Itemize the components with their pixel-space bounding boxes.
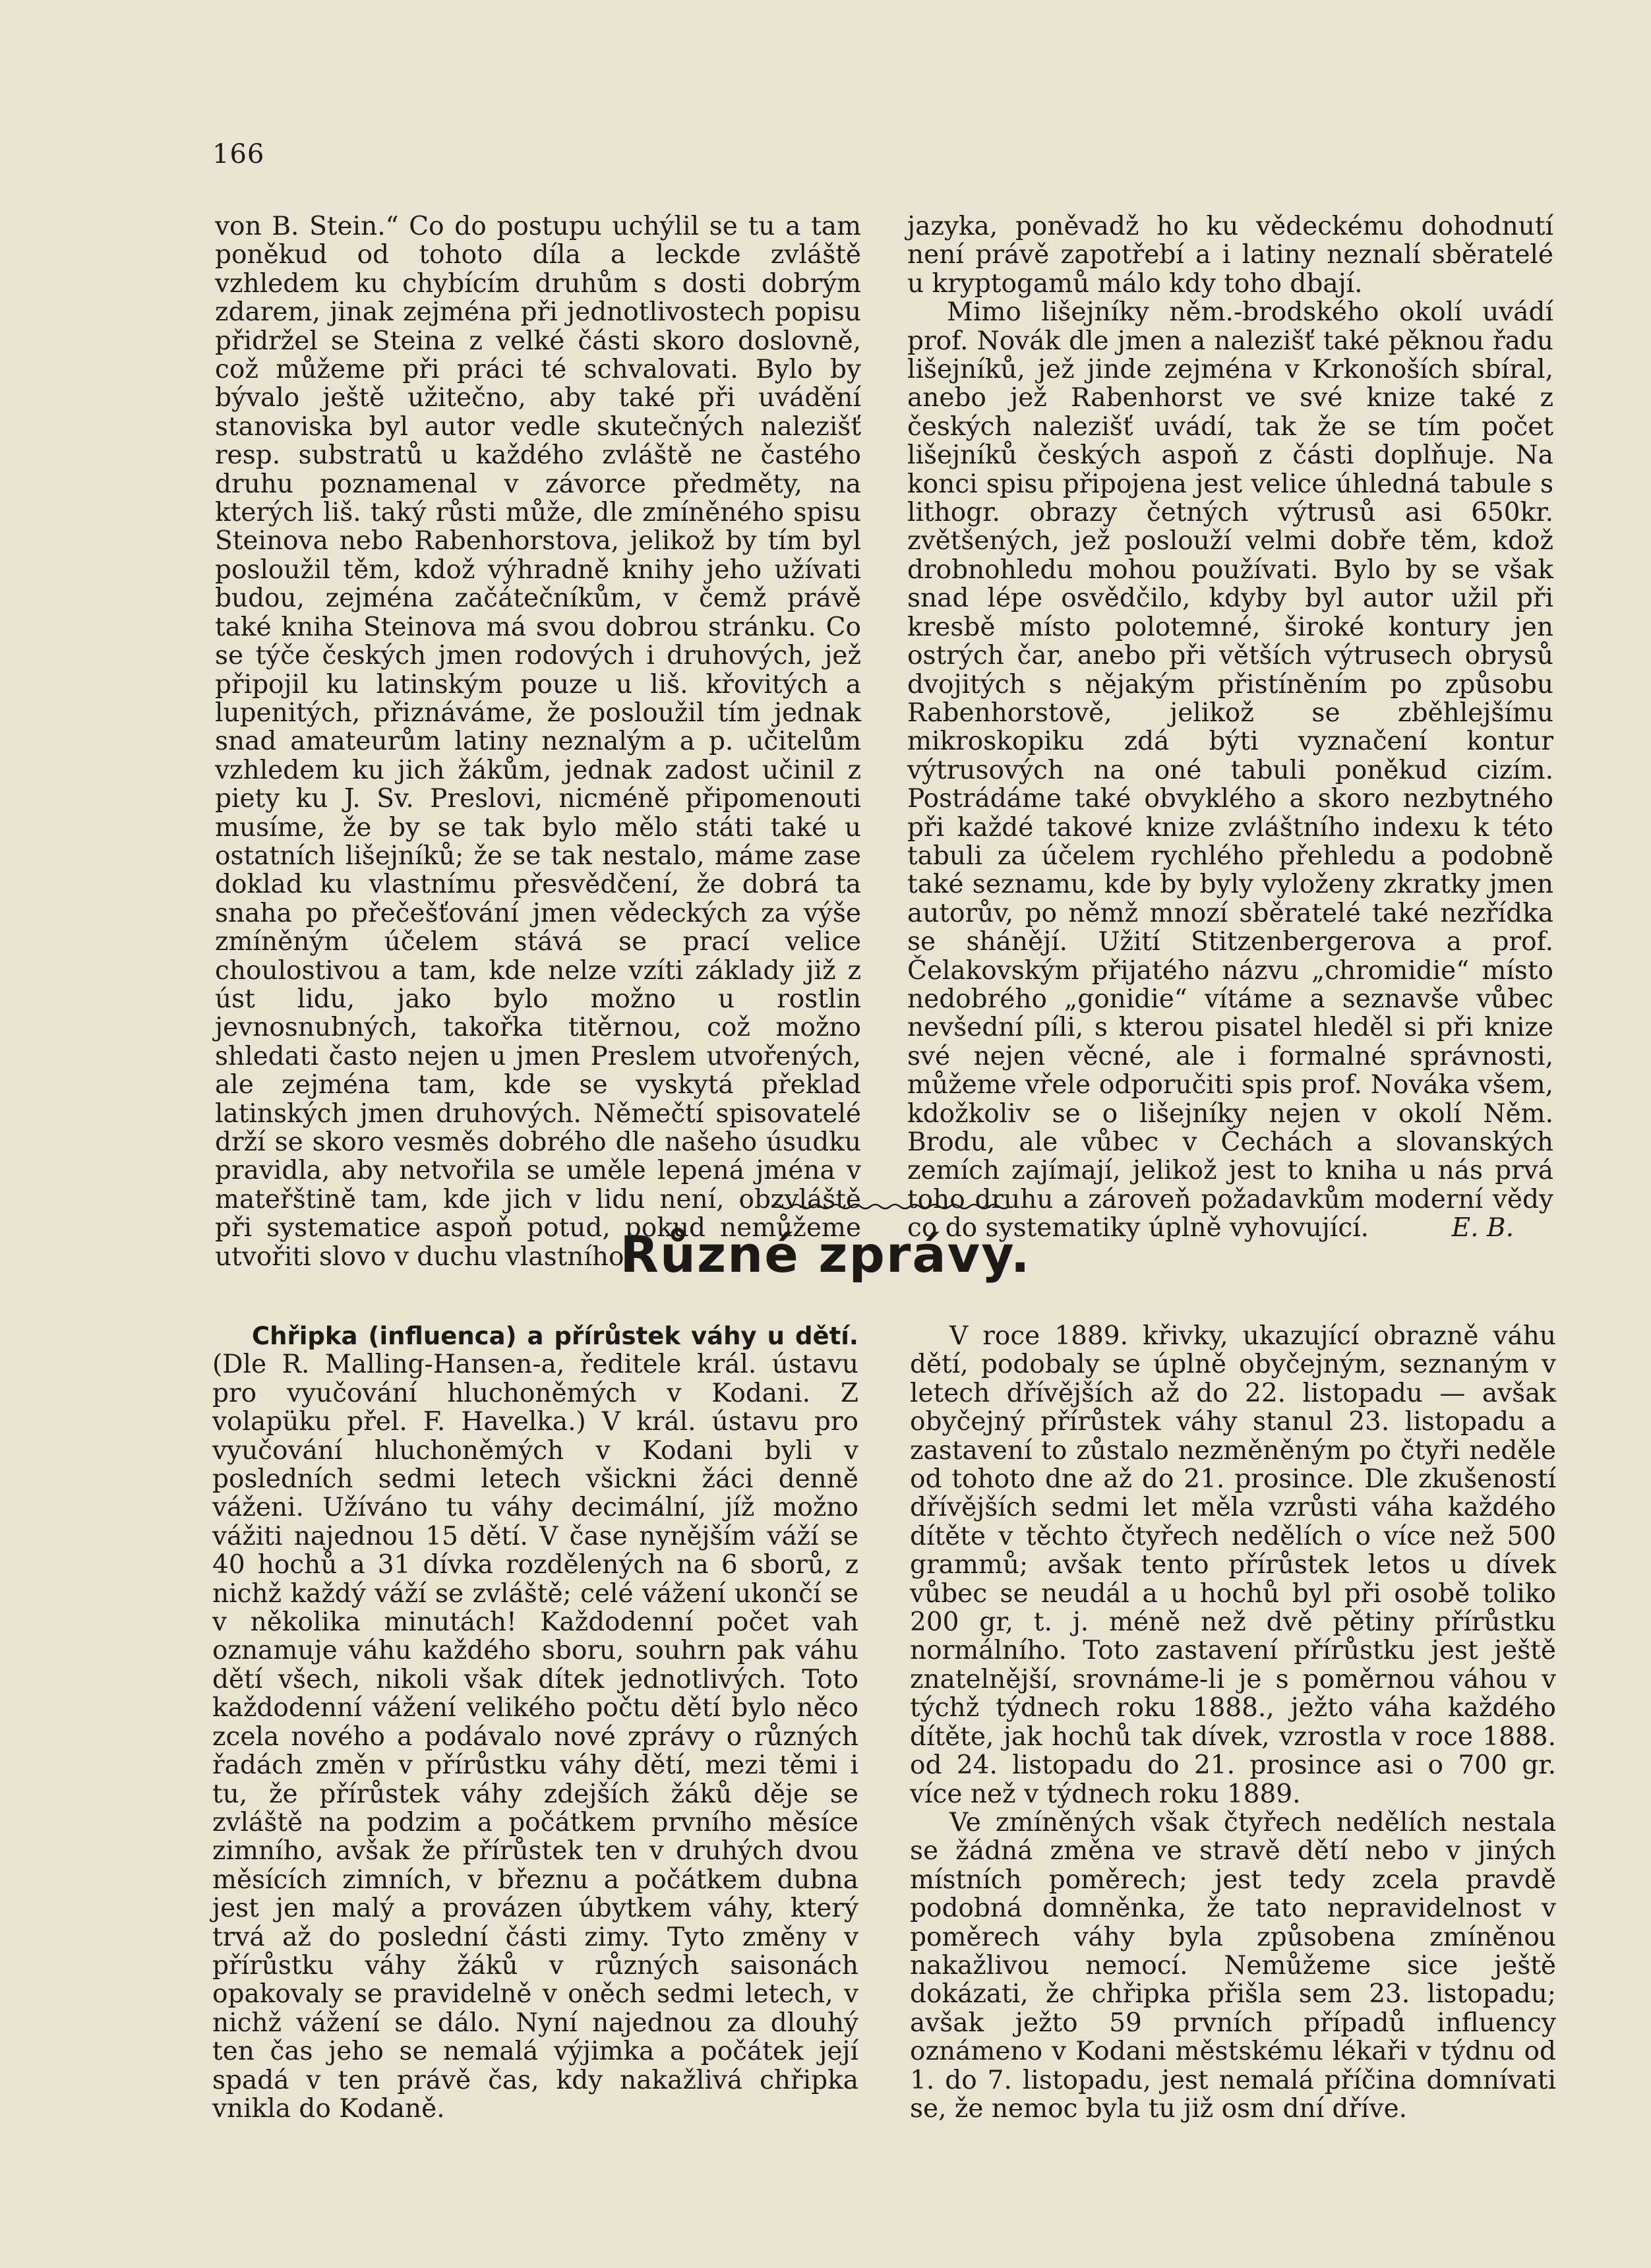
section-title: Různé zprávy. [620,1225,1031,1284]
review-left-column [215,212,861,1271]
review-right-column [907,212,1553,1243]
review-signature: E. B. [1451,1213,1514,1243]
article-right-paragraph-2: Ve zmíněných však čtyřech nedělích nestala se žádná změna ve stravě dětí nebo v jiných místních poměrech; jest tedy zcela pravdě podobná domněnka, že tato nepravidelnost v poměrech váhy byla způsobena zmíněnou nakažlivou nemocí. Nemůžeme sice ještě dokázati, že chřipka přišla sem 23. listopadu; avšak ježto 59 prvních případů influency oznámeno v Kodani městskému lékaři v týdnu od 1. do 7. listopadu, jest nemalá příčina domnívati se, že nemoc byla tu již osm dní dříve. [910,1807,1556,2124]
review-left-text: von B. Stein.“ Co do postupu uchýlil se tu a tam poněkud od tohoto díla a leckde zvláště vzhledem ku chybícím druhům s dosti dobrým zdarem, jinak zejména při jednotlivostech popisu přidržel se Steina z velké části skoro doslovně, což můžeme při práci té schvalovati. Bylo by bývalo ještě užitečno, aby také při uvádění stanoviska byl autor vedle skutečných nalezišť resp. substratů u každého zvláště ne častého druhu poznamenal v závorce předměty, na kterých liš. taký růsti může, dle zmíněného spisu Steinova nebo Rabenhorstova, jelikož by tím byl posloužil těm, kdož výhradně knihy jeho užívati budou, zejména začátečníkům, v čemž právě také kniha Steinova má svou dobrou stránku. Co se týče českých jmen rodových i druhových, jež připojil ku latinským pouze u liš. křovitých a lupenitých, přiznáváme, že posloužil tím jednak snad amateurům latiny neznalým a p. učitelům vzhledem ku jich žákům, jednak zadost učinil z piety ku J. Sv. Preslovi, nicméně připomenouti musíme, že by se tak bylo mělo státi také u ostatních lišejníků; že se tak nestalo, máme zase doklad ku vlastnímu přesvědčení, že dobrá ta snaha po přečešťování jmen vědeckých za výše zmíněným účelem stává se prací velice choulostivou a tam, kde nelze vzíti základy již z úst lidu, jako bylo možno u rostlin jevnosnubných, takořka titěrnou, což možno shledati často nejen u jmen Preslem utvořených, ale zejména tam, kde se vyskytá překlad latinských jmen druhových. Němečtí spisovatelé drží se skoro vesměs dobrého dle našeho úsudku pravidla, aby netvořila se uměle lepená jména v mateřštině tam, kde jich v lidu není, obzvláště při systematice aspoň potud, pokud nemůžeme utvořiti slovo v duchu vlastního [215,212,861,1272]
page-number: 166 [212,139,265,169]
article-left-text: (Dle R. Malling-Hansen-a, ředitele král. ústavu pro vyučování hluchoněmých v Kodani. Z volapüku přel. F. Havelka.) V král. ústavu pro vyučování hluchoněmých v Kodani byli v posledních sedmi letech všickni žáci denně váženi. Užíváno tu váhy decimální, jíž možno vážiti najednou 15 dětí. V čase nynějším váží se 40 hochů a 31 dívka rozdělených na 6 sborů, z nichž každý váží se zvláště; celé vážení ukončí se v několika minutách! Každodenní počet vah oznamuje váhu každého sboru, souhrn pak váhu dětí všech, nikoli však dítek jednotlivých. Toto každodenní vážení velikého počtu dětí bylo něco zcela nového a podávalo nové zprávy o různých řadách změn v přírůstku váhy dětí, mezi těmi i tu, že přírůstek váhy zdejších žáků děje se zvláště na podzim a počátkem prvního měsíce zimního, avšak že přírůstek ten v druhých dvou měsících zimních, v březnu a počátkem dubna jest jen malý a provázen úbytkem váhy, který trvá až do poslední části zimy. Tyto změny v přírůstku váhy žáků v různých saisonách opakovaly se pravidelně v oněch sedmi letech, v nichž vážení se dálo. Nyní najednou za dlouhý ten čas jeho se nemalá výjimka a počátek její spadá v ten právě čas, kdy nakažlivá chřipka vnikla do Kodaně. [212,1350,858,2124]
review-right-paragraph-1: jazyka, poněvadž ho ku vědeckému dohodnutí není právě zapotřebí a i latiny neznalí sběratelé u kryptogamů málo kdy toho dbají. [907,212,1553,299]
review-right-paragraph-2 [907,298,1553,1242]
article-right-paragraph-1: V roce 1889. křivky, ukazující obrazně váhu dětí, podobaly se úplně obyčejným, seznaným v letech dřívějších až do 22. listopadu — avšak obyčejný přírůstek váhy stanul 23. listopadu a zastavení to zůstalo nezměněným po čtyři neděle od tohoto dne až do 21. prosince. Dle zkušeností dřívějších sedmi let měla vzrůsti váha každého dítěte v těchto čtyřech nedělích o více než 500 grammů; avšak tento přírůstek letos u dívek vůbec se neudál a u hochů byl při osobě toliko 200 gr, t. j. méně než dvě pětiny přírůstku normálního. Toto zastavení přírůstku jest ještě znatelnější, srovnáme-li je s poměrnou váhou v týchž týdnech roku 1888., ježto váha každého dítěte, jak hochů tak dívek, vzrostla v roce 1888. od 24. listopadu do 21. prosince asi o 700 gr. více než v týdnech roku 1889. [910,1321,1556,1809]
review-right-paragraph-2-text: Mimo lišejníky něm.-brodského okolí uvádí prof. Novák dle jmen a nalezišť také pěknou řadu lišejníků, jež jinde zejména v Krkonoších sbíral, anebo jež Rabenhorst ve své knize také z českých nalezišť uvádí, tak že se tím počet lišejníků českých aspoň z části doplňuje. Na konci spisu připojena jest velice úhledná tabule s lithogr. obrazy četných výtrusů asi 650kr. zvětšených, jež poslouží velmi dobře těm, kdož drobnohledu mohou používati. Bylo by se však snad lépe osvědčilo, kdyby byl autor užil při kresbě místo polotemné, široké kontury jen ostrých čar, anebo při větších výtrusech obrysů dvojitých s nějakým přistíněním po způsobu Rabenhorstově, jelikož se zběhlejšímu mikroskopiku zdá býti vyznačení kontur výtrusových na oné tabuli poněkud cizím. Postrádáme také obvyklého a skoro nezbytného při každé takové knize zvláštního indexu k této tabuli za účelem rychlého přehledu a podobně také seznamu, kde by byly vyloženy zkratky jmen autorův, po němž mnozí sběratelé také nezřídka se shánějí. Užití Stitzenbergerova a prof. Čelakovským přijatého názvu „chromidie“ místo nedobrého „gonidie“ vítáme a seznavše vůbec nevšední píli, s kterou pisatel hleděl si při knize své nejen věcné, ale i formalné správnosti, můžeme vřele odporučiti spis prof. Nováka všem, kdožkoliv se o lišejníky nejen v okolí Něm. Brodu, ale vůbec v Čechách a slovanských zemích zajímají, jelikož jest to kniha u nás prvá toho druhu a zároveň požadavkům moderní vědy co do systematiky úplně vyhovující. [907,297,1553,1243]
wavy-divider [771,1200,1009,1213]
article-right-column [910,1322,1556,2123]
article-left-paragraph [212,1322,858,2123]
article-title: Chřipka (influenca) a přírůstek váhy u dětí. [252,1322,858,1350]
article-left-column [212,1322,858,2123]
